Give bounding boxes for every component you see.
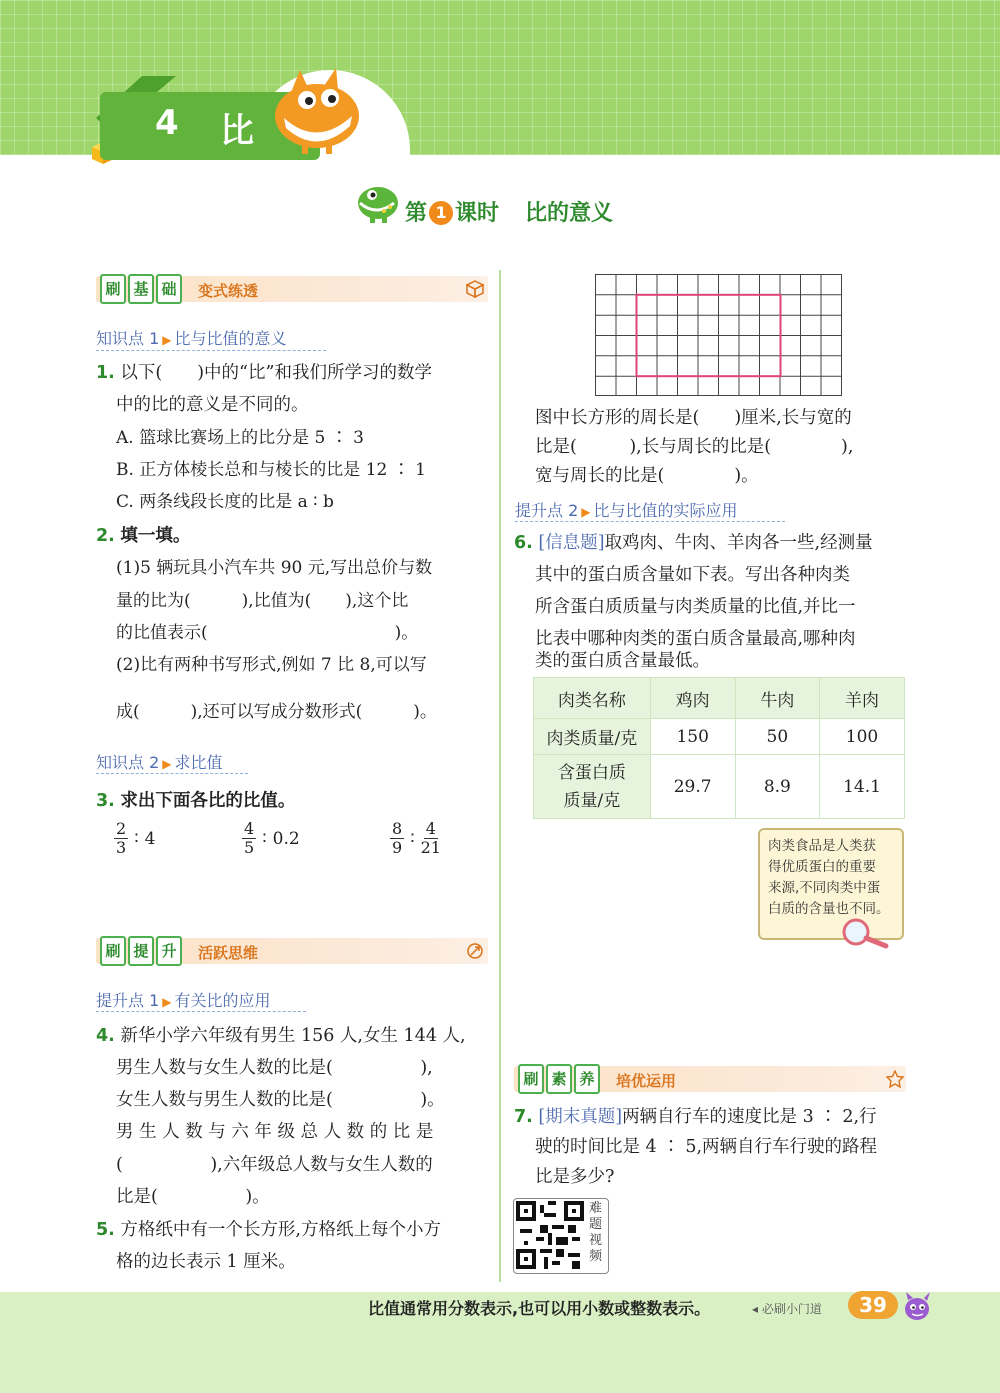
q7-line: 比是多少? — [535, 1167, 615, 1187]
ratio-item — [390, 820, 441, 857]
kp-label: 知识点 1 — [96, 329, 160, 348]
dino-mascot-icon — [352, 177, 404, 223]
table-row — [534, 719, 905, 755]
numerator: 8 — [392, 819, 403, 838]
q2-number: 2. — [96, 526, 115, 546]
table-cell: 29.7 — [650, 755, 735, 819]
q2-line: 的比值表示( )。 — [116, 623, 419, 643]
q6-number: 6. — [514, 533, 533, 553]
tag-char: 基 — [128, 274, 154, 304]
ratio-sign: ∶ — [262, 828, 267, 849]
q7-tag: [期末真题] — [538, 1107, 623, 1127]
ratio-term: 4 — [144, 828, 156, 849]
q2-title: 填一填。 — [120, 526, 191, 546]
box-icon — [466, 280, 484, 298]
knowledge-point-2 — [96, 750, 223, 773]
note-line: 得优质蛋白的重要 — [768, 859, 876, 875]
table-cell: 14.1 — [820, 755, 905, 819]
q4-line: 比是( )。 — [116, 1187, 270, 1207]
q7-line1 — [514, 1101, 877, 1133]
kp-text: 比与比值的实际应用 — [593, 501, 738, 520]
protein-table — [533, 677, 905, 819]
star-icon — [886, 1070, 904, 1088]
fraction — [390, 820, 404, 857]
qr-label-char: 难 — [589, 1201, 603, 1216]
table-row — [534, 755, 905, 819]
monster-mascot-icon — [262, 68, 367, 156]
kp-label: 知识点 2 — [96, 753, 160, 772]
q4-number: 4. — [96, 1026, 115, 1046]
tag-char: 素 — [546, 1064, 572, 1094]
kp-text: 比与比值的意义 — [174, 329, 287, 348]
footer-tip: 比值通常用分数表示,也可以用小数或整数表示。 — [368, 1299, 711, 1318]
table-row-label: 肉类质量/克 — [534, 719, 651, 755]
improve-point-1 — [96, 988, 271, 1011]
q2-title-line — [96, 520, 190, 552]
lesson-title — [405, 196, 613, 227]
q5-line1 — [96, 1214, 441, 1246]
q5-text: 方格纸中有一个长方形,方格纸上每个小方 — [120, 1220, 441, 1240]
q4-line: 女生人数与男生人数的比是( )。 — [116, 1090, 445, 1110]
tag-char: 升 — [156, 936, 182, 966]
lesson-name: 比的意义 — [525, 201, 614, 226]
numerator: 4 — [425, 819, 436, 838]
note-line: 来源,不同肉类中蛋 — [768, 880, 881, 896]
lesson-number: 1 — [429, 201, 453, 225]
q7-line: 驶的时间比是 4 ∶ 5,两辆自行车行驶的路程 — [535, 1137, 878, 1157]
table-header-row — [534, 678, 905, 719]
table-cell: 100 — [820, 719, 905, 755]
q5-line: 格的边长表示 1 厘米。 — [116, 1252, 296, 1272]
q2-line: 量的比为( ),比值为( ),这个比 — [116, 591, 409, 611]
kp-underline — [515, 521, 785, 523]
q2-line: (2)比有两种书写形式,例如 7 比 8,可以写 — [116, 655, 427, 675]
fraction — [242, 820, 256, 857]
q1-text: 以下( )中的“比”和我们所学习的数学 — [120, 363, 432, 383]
tag-char: 础 — [156, 274, 182, 304]
kp-underline — [96, 773, 248, 775]
q6-line: 类的蛋白质含量最低。 — [535, 651, 710, 671]
qr-label-char: 视 — [589, 1233, 603, 1248]
denominator: 3 — [116, 838, 127, 857]
table-header-cell: 鸡肉 — [650, 678, 735, 719]
ratio-sign: ∶ — [410, 828, 415, 849]
q3-title-line — [96, 785, 295, 817]
q3-number: 3. — [96, 791, 115, 811]
arrow-right-icon: ▶ — [162, 333, 172, 347]
qr-label — [589, 1201, 602, 1265]
lesson-suffix: 课时 — [455, 201, 500, 226]
table-header-cell: 羊肉 — [820, 678, 905, 719]
kp-label: 提升点 1 — [96, 991, 160, 1010]
purple-mascot-icon — [900, 1290, 934, 1324]
fraction — [421, 820, 441, 857]
table-cell: 8.9 — [735, 755, 819, 819]
note-line: 肉类食品是人类获 — [768, 838, 876, 854]
q1-line2: 中的比的意义是不同的。 — [116, 395, 309, 415]
q6-tag: [信息题] — [538, 533, 605, 553]
q4-line: ( ),六年级总人数与女生人数的 — [116, 1155, 433, 1175]
numerator: 4 — [244, 819, 255, 838]
table-cell: 50 — [735, 719, 819, 755]
arrow-right-icon: ▶ — [581, 505, 591, 519]
q3-title: 求出下面各比的比值。 — [120, 791, 296, 811]
tag-char: 刷 — [518, 1064, 544, 1094]
qr-code-icon[interactable] — [516, 1201, 584, 1269]
denominator: 5 — [244, 838, 255, 857]
grid-paper-figure — [595, 274, 842, 396]
table-row-label — [534, 755, 651, 819]
ratio-item — [114, 820, 155, 857]
ratio-term: 0.2 — [272, 828, 300, 849]
q7-text: 两辆自行车的速度比是 3 ∶ 2,行 — [622, 1107, 877, 1127]
tag-char: 养 — [574, 1064, 600, 1094]
table-cell: 150 — [650, 719, 735, 755]
qr-label-char: 题 — [589, 1217, 603, 1232]
section-tag-literacy — [518, 1064, 600, 1094]
numerator: 2 — [116, 819, 127, 838]
section-subtitle-basic: 变式练透 — [198, 282, 259, 300]
kp-underline — [96, 350, 326, 352]
arrow-right-icon: ▶ — [162, 757, 172, 771]
denominator: 9 — [392, 838, 403, 857]
q2-line: 成( ),还可以写成分数形式( )。 — [116, 702, 437, 722]
rocket-icon — [466, 942, 484, 960]
page-number: 39 — [848, 1291, 898, 1319]
row-label-line: 含蛋白质 — [557, 762, 626, 783]
q7-number: 7. — [514, 1107, 533, 1127]
denominator: 21 — [420, 838, 441, 857]
q6-line: 其中的蛋白质含量如下表。写出各种肉类 — [535, 565, 850, 585]
fraction — [114, 820, 128, 857]
tag-char: 提 — [128, 936, 154, 966]
q2-line: (1)5 辆玩具小汽车共 90 元,写出总价与数 — [116, 558, 433, 578]
q6-text: 取鸡肉、牛肉、羊肉各一些,经测量 — [604, 533, 873, 553]
q6-line1 — [514, 527, 873, 559]
kp-text: 有关比的应用 — [174, 991, 271, 1010]
row-label-line: 质量/克 — [563, 790, 621, 811]
q6-line: 比表中哪种肉类的蛋白质含量最高,哪种肉 — [535, 629, 856, 649]
knowledge-point-1 — [96, 326, 287, 349]
q4-line: 男生人数与女生人数的比是( ), — [116, 1058, 433, 1078]
lesson-prefix: 第 — [405, 201, 428, 226]
q1-option-b: B. 正方体棱长总和与棱长的比是 12 ∶ 1 — [116, 460, 426, 480]
qr-label-char: 频 — [589, 1249, 603, 1264]
q1-option-c: C. 两条线段长度的比是 a ∶ b — [116, 492, 334, 512]
section-tag-improve — [100, 936, 182, 966]
magnifier-icon — [838, 916, 890, 950]
section-subtitle-literacy: 培优运用 — [616, 1072, 677, 1090]
q5-right-line: 宽与周长的比是( )。 — [535, 466, 759, 486]
q1-number: 1. — [96, 363, 115, 383]
section-tag-basic — [100, 274, 182, 304]
q1-line1 — [96, 357, 432, 389]
improve-point-2 — [515, 498, 738, 521]
note-line: 白质的含量也不同。 — [768, 901, 890, 917]
kp-label: 提升点 2 — [515, 501, 579, 520]
q4-line1 — [96, 1020, 466, 1052]
q5-right-line: 比是( ),长与周长的比是( ), — [535, 437, 854, 457]
table-header-cell: 肉类名称 — [534, 678, 651, 719]
footer-slogan: ◂ 必刷小门道 — [752, 1302, 822, 1316]
kp-text: 求比值 — [174, 753, 223, 772]
q5-number: 5. — [96, 1220, 115, 1240]
q6-line: 所含蛋白质质量与肉类质量的比值,并比一 — [535, 597, 856, 617]
q4-line: 男 生 人 数 与 六 年 级 总 人 数 的 比 是 — [116, 1122, 434, 1142]
tag-char: 刷 — [100, 274, 126, 304]
tag-char: 刷 — [100, 936, 126, 966]
q5-right-line: 图中长方形的周长是( )厘米,长与宽的 — [535, 408, 852, 428]
kp-underline — [96, 1011, 306, 1013]
arrow-right-icon: ▶ — [162, 995, 172, 1009]
column-divider — [499, 270, 501, 1282]
q1-option-a: A. 篮球比赛场上的比分是 5 ∶ 3 — [116, 428, 364, 448]
ratio-item — [242, 820, 300, 857]
ratio-sign: ∶ — [134, 828, 139, 849]
chapter-number: 4 — [155, 103, 179, 143]
table-header-cell: 牛肉 — [735, 678, 819, 719]
chapter-title: 比 — [220, 111, 254, 151]
section-subtitle-improve: 活跃思维 — [198, 944, 259, 962]
q4-text: 新华小学六年级有男生 156 人,女生 144 人, — [120, 1026, 466, 1046]
